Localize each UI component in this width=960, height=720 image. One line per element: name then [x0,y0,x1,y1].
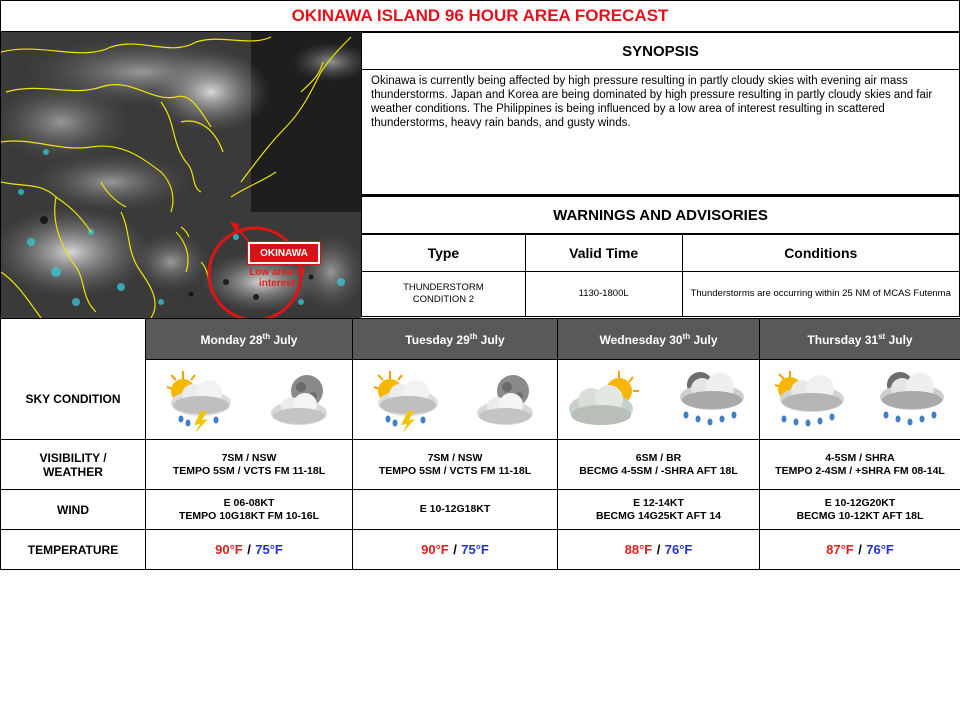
wind-wednesday: E 12-14KT BECMG 14G25KT AFT 14 [558,490,760,530]
day-thunderstorm-icon [368,367,444,433]
day-thunderstorm-icon [161,367,237,433]
sky-tuesday [353,360,558,440]
sky-thursday [760,360,960,440]
night-partly-cloudy-icon [267,371,337,429]
sky-condition-label: SKY CONDITION [1,319,146,440]
low-area-label: Low area of interest [249,267,305,289]
temperature-tuesday: 90°F / 75°F [353,530,558,570]
temperature-thursday: 87°F / 76°F [760,530,960,570]
day-header-thursday: Thursday 31st July [760,319,960,360]
warnings-col-conditions: Conditions [682,235,960,272]
satellite-image [0,32,361,318]
day-header-monday: Monday 28th July [146,319,353,360]
visibility-wednesday: 6SM / BR BECMG 4-5SM / -SHRA AFT 18L [558,440,760,490]
temperature-wednesday: 88°F / 76°F [558,530,760,570]
night-rain-icon [670,367,750,433]
okinawa-label: OKINAWA [248,242,320,264]
visibility-weather-label: VISIBILITY / WEATHER [1,440,146,490]
wind-tuesday: E 10-12G18KT [353,490,558,530]
temperature-monday: 90°F / 75°F [146,530,353,570]
day-mostly-cloudy-icon [567,369,651,431]
day-rain-icon [770,367,850,433]
warnings-col-type: Type [362,235,526,272]
warnings-table [361,234,960,317]
forecast-table [0,318,960,570]
day-header-tuesday: Tuesday 29th July [353,319,558,360]
synopsis-text: Okinawa is currently being affected by high pressure resulting in partly cloudy skies with evening air mass thunderstorms. Japan and Korea are being dominated by high pressure resulting in partly cloudy skies and fair weather conditions. The Philippines is being influenced by a low area of interest resulting in scattered thunderstorms, heavy rain bands, and gusty winds. [361,70,960,195]
night-partly-cloudy-icon [473,371,543,429]
night-rain-icon [870,367,950,433]
warning-type: THUNDERSTORM CONDITION 2 [362,272,526,317]
temperature-label: TEMPERATURE [1,530,146,570]
page-title: OKINAWA ISLAND 96 HOUR AREA FORECAST [0,0,960,32]
wind-monday: E 06-08KT TEMPO 10G18KT FM 10-16L [146,490,353,530]
visibility-tuesday: 7SM / NSW TEMPO 5SM / VCTS FM 11-18L [353,440,558,490]
wind-thursday: E 10-12G20KT BECMG 10-12KT AFT 18L [760,490,960,530]
warning-conditions: Thunderstorms are occurring within 25 NM of MCAS Futenma [682,272,960,317]
visibility-monday: 7SM / NSW TEMPO 5SM / VCTS FM 11-18L [146,440,353,490]
warnings-col-valid-time: Valid Time [525,235,682,272]
warning-valid-time: 1130-1800L [525,272,682,317]
visibility-thursday: 4-5SM / SHRA TEMPO 2-4SM / +SHRA FM 08-14L [760,440,960,490]
synopsis-heading: SYNOPSIS [361,32,960,70]
sky-monday [146,360,353,440]
wind-label: WIND [1,490,146,530]
sky-wednesday [558,360,760,440]
warnings-heading: WARNINGS AND ADVISORIES [361,195,960,234]
table-row [362,272,960,317]
day-header-wednesday: Wednesday 30th July [558,319,760,360]
